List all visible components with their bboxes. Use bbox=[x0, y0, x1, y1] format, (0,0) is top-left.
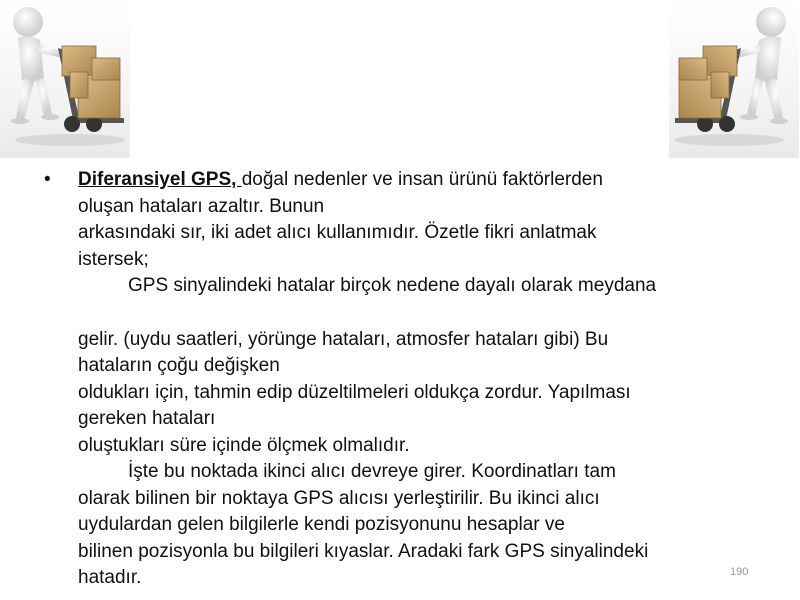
bullet-point: • bbox=[44, 169, 51, 190]
slide-body bbox=[44, 167, 762, 592]
text-line: hatadır. bbox=[78, 567, 142, 588]
lead-term: Diferansiyel GPS, bbox=[78, 169, 242, 190]
delivery-clipart-right bbox=[669, 0, 799, 158]
text-line: hataların çoğu değişken bbox=[78, 355, 280, 376]
text-line: oluşan hataları azaltır. Bunun bbox=[78, 195, 325, 217]
text-line: oldukları için, tahmin edip düzeltilmeleri oldukça zordur. Yapılması bbox=[78, 381, 631, 403]
text-line: gereken hataları bbox=[78, 408, 216, 429]
text-line: istersek; bbox=[78, 248, 149, 270]
text-line: olarak bilinen bir noktaya GPS alıcısı yerleştirilir. Bu ikinci alıcı bbox=[78, 487, 600, 509]
text-line: İşte bu noktada ikinci alıcı devreye girer. Koordinatları tam bbox=[128, 461, 616, 482]
text-line: arkasındaki sır, iki adet alıcı kullanımıdır. Özetle fikri anlatmak bbox=[78, 222, 597, 243]
text-line: bilinen pozisyonla bu bilgileri kıyaslar. Aradaki fark GPS sinyalindeki bbox=[78, 540, 649, 562]
delivery-person-with-boxes-icon bbox=[0, 0, 130, 158]
text-line: uydulardan gelen bilgilerle kendi pozisyonunu hesaplar ve bbox=[78, 514, 565, 535]
text-line: gelir. (uydu saatleri, yörünge hataları, atmosfer hataları gibi) Bu bbox=[78, 328, 609, 350]
paragraph-gap bbox=[78, 300, 762, 327]
slide-number: 190 bbox=[730, 566, 749, 578]
text-line: Diferansiyel GPS, doğal nedenler ve insan ürünü faktörlerden bbox=[78, 169, 603, 190]
delivery-clipart-left bbox=[0, 0, 130, 158]
bullet-text bbox=[78, 167, 762, 592]
text-line: GPS sinyalindeki hatalar birçok nedene dayalı olarak meydana bbox=[128, 275, 657, 296]
text-line: oluştukları süre içinde ölçmek olmalıdır. bbox=[78, 434, 410, 456]
delivery-person-with-boxes-icon bbox=[669, 0, 799, 158]
